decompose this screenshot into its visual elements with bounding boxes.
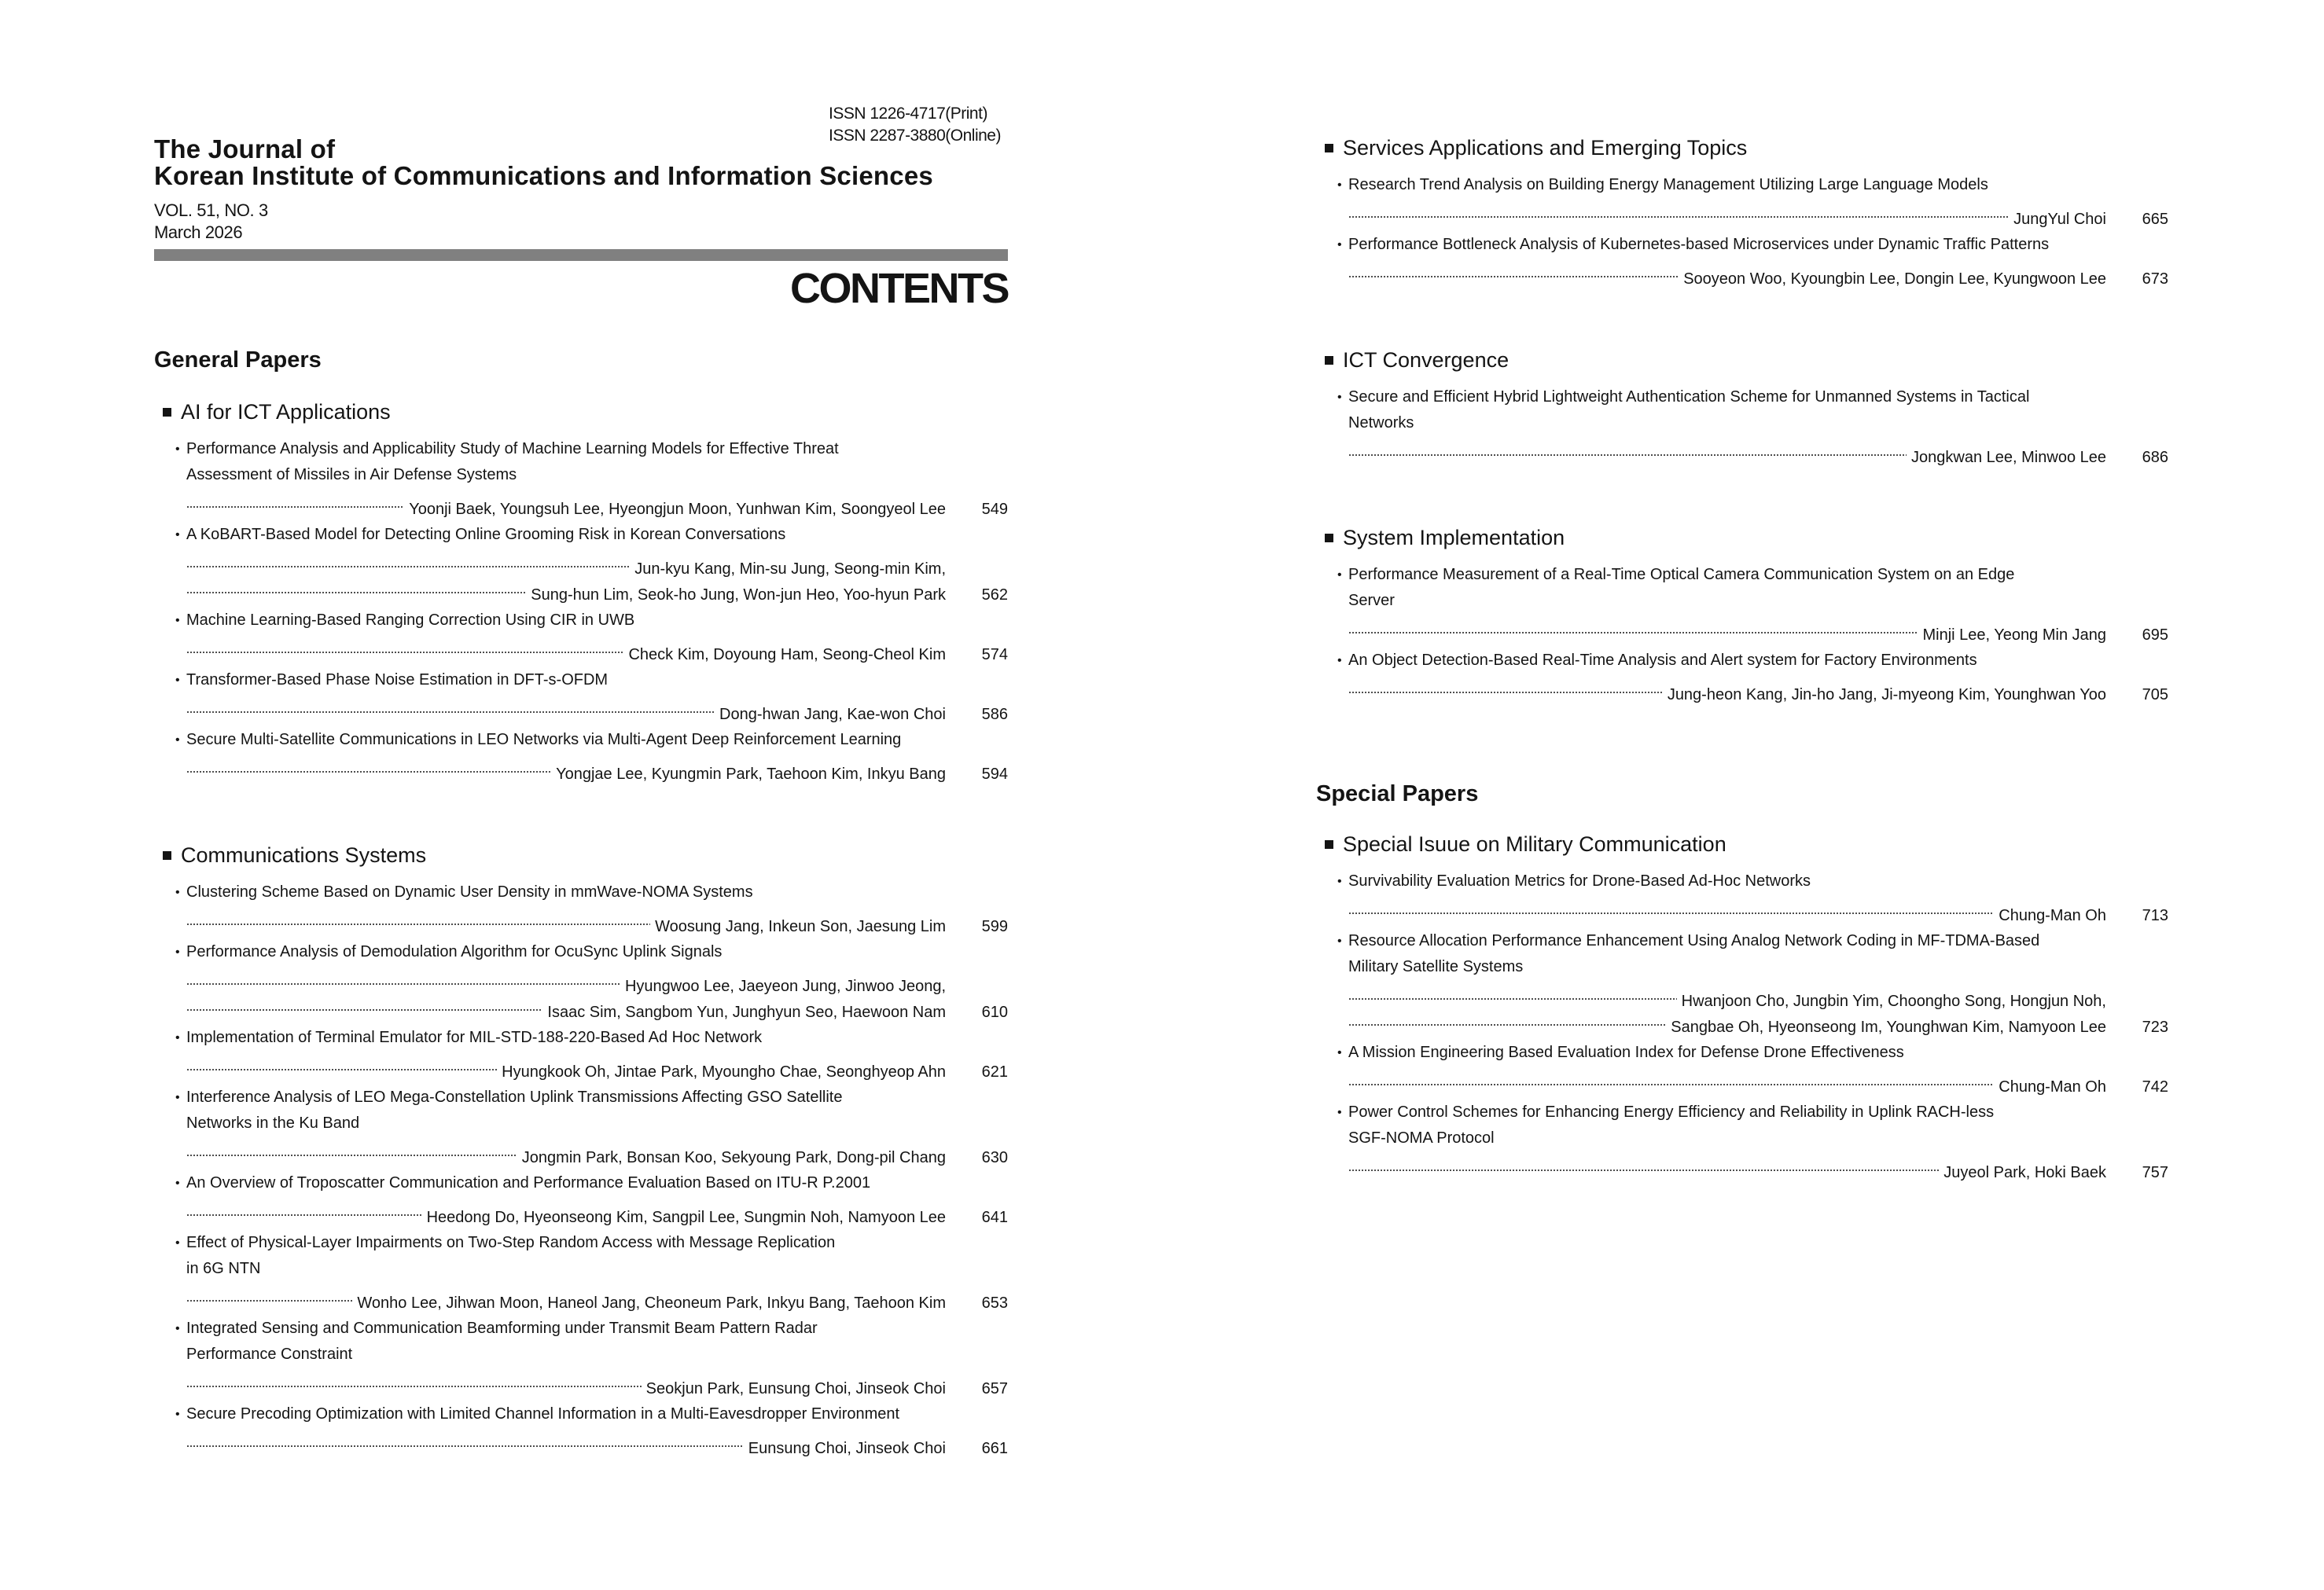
page-number: 562 xyxy=(981,586,1008,604)
toc-section xyxy=(1316,348,2168,470)
article-title-line xyxy=(154,1230,1008,1256)
article-title-line xyxy=(154,1085,1008,1111)
dot-leader xyxy=(186,574,526,600)
dot-leader xyxy=(1348,436,1907,462)
article-list xyxy=(1316,868,2168,1181)
page-number: 742 xyxy=(2142,1078,2168,1096)
article-title: Secure Multi-Satellite Communications in LEO Networks via Multi-Agent Deep Reinforcement Learning xyxy=(186,731,902,748)
article-title-line xyxy=(154,1170,1008,1196)
bullet-icon: • xyxy=(175,1408,180,1421)
page-number: 695 xyxy=(2142,626,2168,644)
article-title: Server xyxy=(1348,592,1395,609)
bullet-icon: • xyxy=(1337,875,1342,888)
article-authors-line xyxy=(154,991,1008,1021)
dot-leader xyxy=(1348,980,1677,1006)
article-list xyxy=(1316,562,2168,703)
article-list xyxy=(154,436,1008,783)
article-entry[interactable] xyxy=(154,727,1008,783)
page-number: 621 xyxy=(981,1063,1008,1081)
dot-leader xyxy=(186,633,623,659)
article-entry[interactable] xyxy=(154,436,1008,518)
toc-section xyxy=(1316,832,2168,1185)
article-title: Performance Analysis of Demodulation Algorithm for OcuSync Uplink Signals xyxy=(186,943,723,960)
article-title-line xyxy=(1316,954,2168,980)
general-papers-heading: General Papers xyxy=(154,347,322,373)
article-authors-line xyxy=(1316,894,2168,924)
article-authors-line xyxy=(154,1368,1008,1397)
article-title-line xyxy=(154,939,1008,965)
section-heading xyxy=(1316,348,2168,372)
bullet-icon: • xyxy=(175,733,180,747)
toc-section xyxy=(154,843,1008,1461)
section-heading xyxy=(154,843,1008,867)
contents-title: CONTENTS xyxy=(790,265,1008,312)
article-authors-line xyxy=(154,965,1008,995)
bullet-icon: • xyxy=(175,1031,180,1045)
article-title-line xyxy=(1316,1100,2168,1125)
article-authors: Woosung Jang, Inkeun Son, Jaesung Lim xyxy=(655,918,946,935)
header-rule-bar xyxy=(154,249,1008,261)
square-bullet-icon xyxy=(1325,534,1333,542)
section-heading xyxy=(1316,526,2168,549)
article-title: Transformer-Based Phase Noise Estimation in DFT-s-OFDM xyxy=(186,671,609,689)
article-entry[interactable] xyxy=(154,667,1008,723)
article-title: Networks in the Ku Band xyxy=(186,1114,360,1132)
article-authors: Sangbae Oh, Hyeonseong Im, Younghwan Kim, Namyoon Lee xyxy=(1671,1019,2106,1036)
article-entry[interactable] xyxy=(154,1085,1008,1166)
article-entry[interactable] xyxy=(1316,232,2168,288)
bullet-icon: • xyxy=(1337,1106,1342,1119)
article-entry[interactable] xyxy=(154,879,1008,935)
article-authors: Minji Lee, Yeong Min Jang xyxy=(1922,626,2106,644)
article-title: A KoBART-Based Model for Detecting Online Grooming Risk in Korean Conversations xyxy=(186,526,786,543)
article-entry[interactable] xyxy=(1316,562,2168,644)
article-title: Clustering Scheme Based on Dynamic User Density in mmWave-NOMA Systems xyxy=(186,883,753,901)
article-authors-line xyxy=(154,1051,1008,1081)
bullet-icon: • xyxy=(1337,238,1342,252)
article-title: Secure and Efficient Hybrid Lightweight Authentication Scheme for Unmanned Systems in Tactical xyxy=(1348,388,2030,406)
page-number: 705 xyxy=(2142,686,2168,703)
article-title-line xyxy=(154,1316,1008,1342)
article-title: Networks xyxy=(1348,414,1414,431)
dot-leader xyxy=(186,991,542,1017)
page-number: 549 xyxy=(981,501,1008,518)
article-authors: Eunsung Choi, Jinseok Choi xyxy=(748,1440,946,1457)
article-title: Assessment of Missiles in Air Defense Systems xyxy=(186,466,517,483)
section-title: Special Isuue on Military Communication xyxy=(1343,832,1726,856)
article-title: Integrated Sensing and Communication Beamforming under Transmit Beam Pattern Radar xyxy=(186,1320,818,1337)
dot-leader xyxy=(186,1282,352,1308)
article-entry[interactable] xyxy=(1316,928,2168,1036)
article-authors: Yongjae Lee, Kyungmin Park, Taehoon Kim, Inkyu Bang xyxy=(556,766,946,783)
article-title: Secure Precoding Optimization with Limited Channel Information in a Multi-Eavesdropper Environment xyxy=(186,1405,900,1423)
section-heading xyxy=(1316,136,2168,160)
page-number: 665 xyxy=(2142,211,2168,228)
article-title: Performance Constraint xyxy=(186,1346,353,1363)
article-authors-line xyxy=(154,1282,1008,1312)
article-list xyxy=(1316,172,2168,288)
article-entry[interactable] xyxy=(154,522,1008,604)
article-entry[interactable] xyxy=(1316,172,2168,228)
page-number: 574 xyxy=(981,646,1008,663)
dot-leader xyxy=(186,1137,517,1162)
toc-section xyxy=(154,400,1008,787)
issue-date: March 2026 xyxy=(154,222,243,242)
issn-print: ISSN 1226-4717(Print) xyxy=(829,105,987,123)
dot-leader xyxy=(186,753,551,779)
article-authors-line xyxy=(154,548,1008,578)
article-entry[interactable] xyxy=(154,1170,1008,1226)
article-title-line xyxy=(154,667,1008,693)
article-authors: Yoonji Baek, Youngsuh Lee, Hyeongjun Moon, Yunhwan Kim, Soongyeol Lee xyxy=(409,501,946,518)
article-title: Interference Analysis of LEO Mega-Constellation Uplink Transmissions Affecting GSO Satellite xyxy=(186,1089,843,1106)
dot-leader xyxy=(186,1051,497,1077)
article-authors: Chung-Man Oh xyxy=(1999,907,2106,924)
square-bullet-icon xyxy=(163,408,171,417)
article-authors: Sooyeon Woo, Kyoungbin Lee, Dongin Lee, Kyungwoon Lee xyxy=(1683,270,2106,288)
article-authors-line xyxy=(154,633,1008,663)
square-bullet-icon xyxy=(163,851,171,860)
section-title: Services Applications and Emerging Topics xyxy=(1343,136,1748,160)
article-title: An Object Detection-Based Real-Time Analysis and Alert system for Factory Environments xyxy=(1348,652,1977,669)
article-title-line xyxy=(1316,410,2168,436)
page-number: 630 xyxy=(981,1149,1008,1166)
article-title-line xyxy=(1316,588,2168,614)
dot-leader xyxy=(1348,1151,1939,1177)
article-authors: Jung-heon Kang, Jin-ho Jang, Ji-myeong Kim, Younghwan Yoo xyxy=(1667,686,2106,703)
dot-leader xyxy=(186,905,650,931)
square-bullet-icon xyxy=(1325,144,1333,152)
dot-leader xyxy=(1348,614,1918,640)
dot-leader xyxy=(1348,198,2009,224)
article-authors-line xyxy=(1316,1151,2168,1181)
article-title-line xyxy=(1316,232,2168,258)
article-entry[interactable] xyxy=(154,608,1008,663)
article-authors: Jongkwan Lee, Minwoo Lee xyxy=(1911,449,2106,466)
article-authors-line xyxy=(1316,258,2168,288)
page-number: 653 xyxy=(981,1294,1008,1312)
dot-leader xyxy=(186,1427,744,1453)
article-authors: Hyungkook Oh, Jintae Park, Myoungho Chae, Seonghyeop Ahn xyxy=(502,1063,946,1081)
article-authors: Sung-hun Lim, Seok-ho Jung, Won-jun Heo, Yoo-hyun Park xyxy=(531,586,946,604)
article-title-line xyxy=(154,436,1008,462)
article-authors: JungYul Choi xyxy=(2013,211,2106,228)
bullet-icon: • xyxy=(175,1091,180,1104)
article-authors: Check Kim, Doyoung Ham, Seong-Cheol Kim xyxy=(628,646,946,663)
article-title-line xyxy=(154,727,1008,753)
bullet-icon: • xyxy=(175,674,180,687)
section-heading xyxy=(154,400,1008,424)
bullet-icon: • xyxy=(175,946,180,959)
article-title-line xyxy=(1316,648,2168,674)
dot-leader xyxy=(186,1368,642,1394)
article-authors: Seokjun Park, Eunsung Choi, Jinseok Choi xyxy=(645,1380,946,1397)
bullet-icon: • xyxy=(175,1177,180,1190)
article-list xyxy=(1316,384,2168,466)
article-entry[interactable] xyxy=(1316,1040,2168,1096)
bullet-icon: • xyxy=(1337,654,1342,667)
article-entry[interactable] xyxy=(1316,384,2168,466)
article-title-line xyxy=(154,608,1008,633)
article-title-line xyxy=(154,1256,1008,1282)
article-authors-line xyxy=(1316,614,2168,644)
article-title: Research Trend Analysis on Building Energy Management Utilizing Large Language Models xyxy=(1348,176,1988,193)
dot-leader xyxy=(1348,674,1663,700)
section-title: System Implementation xyxy=(1343,526,1565,549)
bullet-icon: • xyxy=(1337,935,1342,948)
article-authors-line xyxy=(154,1137,1008,1166)
bullet-icon: • xyxy=(1337,391,1342,404)
bullet-icon: • xyxy=(1337,568,1342,582)
page-number: 723 xyxy=(2142,1019,2168,1036)
article-authors-line xyxy=(154,693,1008,723)
dot-leader xyxy=(1348,894,1994,920)
article-authors-line xyxy=(1316,436,2168,466)
page-number: 757 xyxy=(2142,1164,2168,1181)
page-number: 610 xyxy=(981,1004,1008,1021)
article-title-line xyxy=(154,462,1008,488)
page-number: 713 xyxy=(2142,907,2168,924)
section-title: Communications Systems xyxy=(181,843,427,867)
article-title: Performance Analysis and Applicability Study of Machine Learning Models for Effective Threat xyxy=(186,440,839,457)
page-number: 599 xyxy=(981,918,1008,935)
bullet-icon: • xyxy=(175,1236,180,1250)
article-entry[interactable] xyxy=(154,1401,1008,1457)
article-title: An Overview of Troposcatter Communication and Performance Evaluation Based on ITU-R P.2001 xyxy=(186,1174,871,1192)
article-title-line xyxy=(1316,928,2168,954)
article-authors: Hyungwoo Lee, Jaeyeon Jung, Jinwoo Jeong, xyxy=(624,978,946,995)
article-entry[interactable] xyxy=(154,1025,1008,1081)
article-title: Performance Bottleneck Analysis of Kubernetes-based Microservices under Dynamic Traffic Patterns xyxy=(1348,236,2050,253)
article-title: SGF-NOMA Protocol xyxy=(1348,1129,1495,1147)
article-title: A Mission Engineering Based Evaluation Index for Defense Drone Effectiveness xyxy=(1348,1044,1904,1061)
article-title-line xyxy=(1316,172,2168,198)
bullet-icon: • xyxy=(175,886,180,899)
dot-leader xyxy=(186,548,630,574)
dot-leader xyxy=(1348,1066,1994,1092)
bullet-icon: • xyxy=(1337,1046,1342,1059)
article-title-line xyxy=(1316,868,2168,894)
article-title-line xyxy=(1316,1040,2168,1066)
article-title-line xyxy=(154,1401,1008,1427)
section-title: AI for ICT Applications xyxy=(181,400,391,424)
article-list xyxy=(154,879,1008,1457)
article-title-line xyxy=(1316,1125,2168,1151)
page-number: 673 xyxy=(2142,270,2168,288)
article-title: Military Satellite Systems xyxy=(1348,958,1524,975)
article-entry[interactable] xyxy=(1316,868,2168,924)
article-authors-line xyxy=(1316,1066,2168,1096)
article-authors-line xyxy=(154,1427,1008,1457)
dot-leader xyxy=(186,693,715,719)
section-title: ICT Convergence xyxy=(1343,348,1509,372)
page-number: 594 xyxy=(981,766,1008,783)
toc-section xyxy=(1316,136,2168,292)
article-authors: Hwanjoon Cho, Jungbin Yim, Choongho Song, Hongjun Noh, xyxy=(1681,993,2106,1010)
dot-leader xyxy=(186,965,620,991)
square-bullet-icon xyxy=(1325,840,1333,849)
article-title: Survivability Evaluation Metrics for Drone-Based Ad-Hoc Networks xyxy=(1348,872,1811,890)
article-authors-line xyxy=(1316,1006,2168,1036)
article-authors: Dong-hwan Jang, Kae-won Choi xyxy=(719,706,946,723)
toc-section xyxy=(1316,526,2168,707)
article-authors-line xyxy=(154,1196,1008,1226)
journal-title-line1: The Journal of xyxy=(154,134,336,163)
article-title: Implementation of Terminal Emulator for MIL-STD-188-220-Based Ad Hoc Network xyxy=(186,1029,763,1046)
article-entry[interactable] xyxy=(1316,648,2168,703)
bullet-icon: • xyxy=(175,614,180,627)
page-number: 661 xyxy=(981,1440,1008,1457)
dot-leader xyxy=(186,488,404,514)
article-title-line xyxy=(1316,384,2168,410)
article-authors-line xyxy=(154,488,1008,518)
article-title-line xyxy=(1316,562,2168,588)
article-title: Resource Allocation Performance Enhancement Using Analog Network Coding in MF-TDMA-Based xyxy=(1348,932,2040,949)
article-authors: Isaac Sim, Sangbom Yun, Junghyun Seo, Haewoon Nam xyxy=(547,1004,946,1021)
article-title: Machine Learning-Based Ranging Correction Using CIR in UWB xyxy=(186,611,635,629)
page-number: 657 xyxy=(981,1380,1008,1397)
article-authors: Juyeol Park, Hoki Baek xyxy=(1943,1164,2106,1181)
page-number: 641 xyxy=(981,1209,1008,1226)
article-title: Effect of Physical-Layer Impairments on Two-Step Random Access with Message Replication xyxy=(186,1234,836,1251)
dot-leader xyxy=(1348,1006,1666,1032)
page-number: 686 xyxy=(2142,449,2168,466)
article-title: in 6G NTN xyxy=(186,1260,261,1277)
article-authors-line xyxy=(1316,674,2168,703)
article-authors: Chung-Man Oh xyxy=(1999,1078,2106,1096)
article-title: Power Control Schemes for Enhancing Energy Efficiency and Reliability in Uplink RACH-less xyxy=(1348,1103,1995,1121)
article-title-line xyxy=(154,879,1008,905)
square-bullet-icon xyxy=(1325,356,1333,365)
dot-leader xyxy=(1348,258,1679,284)
article-title-line xyxy=(154,1025,1008,1051)
article-entry[interactable] xyxy=(1316,1100,2168,1181)
article-authors-line xyxy=(154,905,1008,935)
article-authors-line xyxy=(1316,198,2168,228)
article-entry[interactable] xyxy=(154,1316,1008,1397)
article-title: Performance Measurement of a Real-Time Optical Camera Communication System on an Edge xyxy=(1348,566,2015,583)
page-number: 586 xyxy=(981,706,1008,723)
article-title-line xyxy=(154,522,1008,548)
special-papers-heading: Special Papers xyxy=(1316,781,1479,806)
bullet-icon: • xyxy=(175,528,180,542)
article-title-line xyxy=(154,1342,1008,1368)
bullet-icon: • xyxy=(175,1322,180,1335)
dot-leader xyxy=(186,1196,422,1222)
bullet-icon: • xyxy=(1337,178,1342,192)
article-authors-line xyxy=(154,753,1008,783)
article-entry[interactable] xyxy=(154,1230,1008,1312)
article-authors-line xyxy=(154,574,1008,604)
section-heading xyxy=(1316,832,2168,856)
article-authors: Heedong Do, Hyeonseong Kim, Sangpil Lee, Sungmin Noh, Namyoon Lee xyxy=(426,1209,946,1226)
article-authors: Jun-kyu Kang, Min-su Jung, Seong-min Kim, xyxy=(634,560,946,578)
volume-issue: VOL. 51, NO. 3 xyxy=(154,200,268,220)
article-authors: Wonho Lee, Jihwan Moon, Haneol Jang, Cheoneum Park, Inkyu Bang, Taehoon Kim xyxy=(357,1294,946,1312)
bullet-icon: • xyxy=(175,442,180,456)
article-title-line xyxy=(154,1111,1008,1137)
article-authors-line xyxy=(1316,980,2168,1010)
issn-online: ISSN 2287-3880(Online) xyxy=(829,127,1001,145)
journal-title-line2: Korean Institute of Communications and Information Sciences xyxy=(154,161,933,190)
article-entry[interactable] xyxy=(154,939,1008,1021)
article-authors: Jongmin Park, Bonsan Koo, Sekyoung Park, Dong-pil Chang xyxy=(521,1149,946,1166)
